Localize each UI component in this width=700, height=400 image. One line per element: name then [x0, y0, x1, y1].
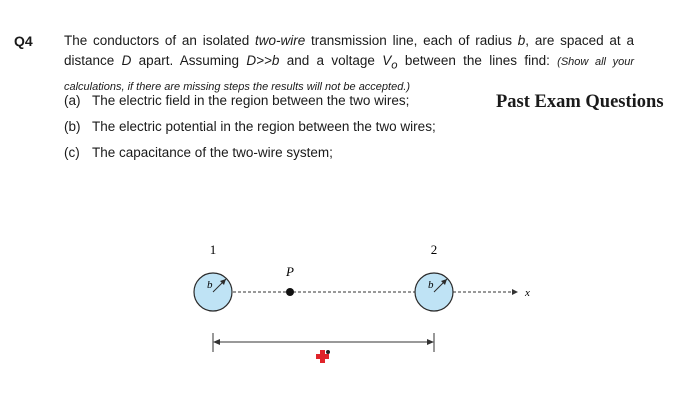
wire-1-label: 1: [209, 242, 217, 257]
wire-1-radius-label: b: [207, 279, 213, 291]
voltage-subscript: o: [391, 59, 398, 72]
radius-symbol: b: [517, 33, 526, 48]
past-exam-badge: Past Exam Questions: [496, 92, 664, 112]
voltage-symbol: V: [382, 53, 392, 68]
question-text-part: transmission line, each of radius: [305, 33, 518, 48]
condition-text: D>>b: [246, 53, 280, 68]
point-p-dot: [286, 288, 294, 296]
question-number: Q4: [14, 33, 33, 49]
question-text-part: between the lines find:: [397, 53, 558, 68]
question-text-part: , are spaced at a distance: [64, 33, 634, 68]
sub-question-text: The electric potential in the region between the two wires;: [92, 119, 436, 134]
dimension-right-arrowhead: [427, 339, 434, 345]
sub-question-label: (c): [64, 145, 80, 160]
instruction-note: (Show all your calculations, if there are missing steps the results will not be accepted.): [64, 56, 634, 93]
sub-question-label: (a): [64, 93, 81, 108]
red-cross-marker-icon: [316, 350, 330, 363]
two-wire-emphasis: two-wire: [255, 33, 306, 48]
sub-question-label: (b): [64, 119, 81, 134]
x-axis-label: x: [525, 287, 530, 299]
x-axis-arrowhead: [512, 289, 518, 295]
sub-question-text: The capacitance of the two-wire system;: [92, 145, 333, 160]
question-text-part: and a voltage: [279, 53, 383, 68]
distance-symbol: D: [121, 53, 132, 68]
wire-2-radius-label: b: [428, 279, 434, 291]
question-text-part: apart. Assuming: [131, 53, 247, 68]
sub-question-text: The electric field in the region between the two wires;: [92, 93, 410, 108]
question-text-part: The conductors of an isolated: [64, 33, 255, 48]
dimension-left-arrowhead: [213, 339, 220, 345]
wire-2-label: 2: [430, 242, 438, 257]
point-p-label: P: [286, 264, 294, 279]
